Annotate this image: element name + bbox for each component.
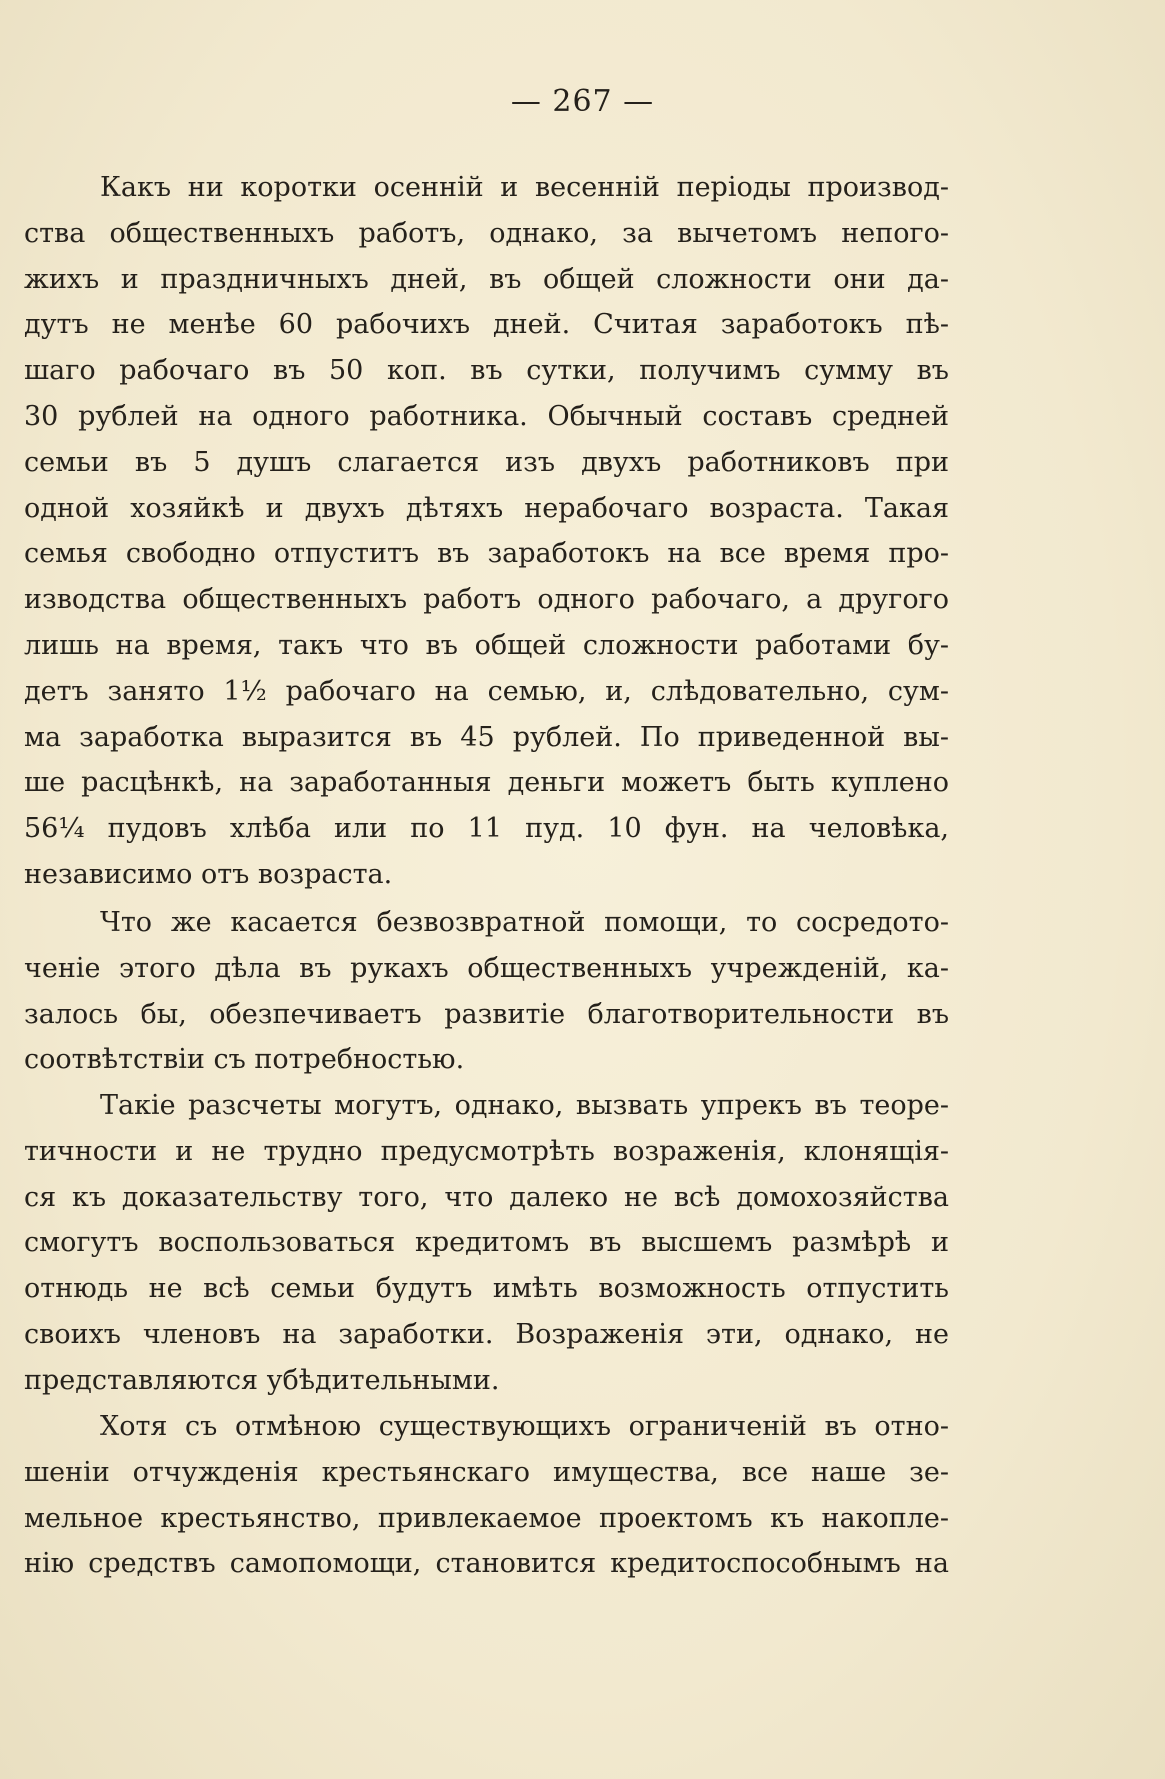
paragraph-2 — [24, 900, 949, 1083]
text-line: ше расцѣнкѣ, на заработанныя деньги можетъ быть куплено — [24, 767, 949, 799]
text-line: ма заработка выразится въ 45 рублей. По приведенной вы- — [24, 721, 949, 753]
text-line: Такiе разсчеты могутъ, однако, вызвать упрекъ въ теоре- — [100, 1090, 949, 1121]
text-line: ченiе этого дѣла въ рукахъ общественныхъ учрежденiй, ка- — [24, 952, 949, 984]
text-line: соотвѣтствiи съ потребностью. — [24, 1044, 465, 1076]
text-line: жихъ и праздничныхъ дней, въ общей сложности они да- — [24, 263, 949, 295]
paragraph-1 — [24, 165, 949, 898]
text-line: шаго рабочаго въ 50 коп. въ сутки, получимъ сумму въ — [24, 355, 949, 387]
text-line: шенiи отчужденiя крестьянскаго имущества, все наше зе- — [24, 1456, 949, 1488]
text-line: лишь на время, такъ что въ общей сложности работами бу- — [24, 629, 949, 661]
text-line: семьи въ 5 душъ слагается изъ двухъ работниковъ при — [24, 446, 949, 478]
text-line: Что же касается безвозвратной помощи, то сосредото- — [100, 907, 949, 938]
text-line: 56¼ пудовъ хлѣба или по 11 пуд. 10 фун. на человѣка, — [24, 813, 949, 845]
text-line: своихъ членовъ на заработки. Возраженiя эти, однако, не — [24, 1318, 949, 1350]
text-line: нiю средствъ самопомощи, становится кредитоспособнымъ на — [24, 1548, 949, 1580]
text-line: независимо отъ возраста. — [24, 858, 393, 890]
paragraph-4 — [24, 1404, 949, 1587]
text-line: залось бы, обезпечиваетъ развитiе благотворительности въ — [24, 998, 949, 1030]
text-line: семья свободно отпуститъ въ заработокъ на все время про- — [24, 538, 949, 570]
text-line: смогутъ воспользоваться кредитомъ въ высшемъ размѣрѣ и — [24, 1227, 949, 1259]
text-line: мельное крестьянство, привлекаемое проектомъ къ накопле- — [24, 1502, 949, 1534]
text-line: представляются убѣдительными. — [24, 1364, 500, 1396]
text-line: ства общественныхъ работъ, однако, за вычетомъ непого- — [24, 217, 949, 249]
text-line: одной хозяйкѣ и двухъ дѣтяхъ нерабочаго возраста. Такая — [24, 492, 949, 524]
paragraph-3 — [24, 1083, 949, 1404]
page-number: — 267 — — [510, 84, 655, 119]
text-line: дутъ не менѣе 60 рабочихъ дней. Считая заработокъ пѣ- — [24, 309, 949, 341]
text-line: 30 рублей на одного работника. Обычный составъ средней — [24, 400, 949, 432]
text-line: изводства общественныхъ работъ одного рабочаго, а другого — [24, 584, 949, 616]
text-line: Хотя съ отмѣною существующихъ ограниченiй въ отно- — [100, 1411, 949, 1442]
text-line: детъ занято 1½ рабочаго на семью, и, слѣдовательно, сум- — [24, 675, 949, 707]
text-line: ся къ доказательству того, что далеко не всѣ домохозяйства — [24, 1181, 949, 1213]
text-line: тичности и не трудно предусмотрѣть возраженiя, клонящiя- — [24, 1135, 949, 1167]
text-line: отнюдь не всѣ семьи будутъ имѣть возможность отпустить — [24, 1273, 949, 1305]
text-line: Какъ ни коротки осеннiй и весеннiй перiоды производ- — [100, 172, 949, 203]
